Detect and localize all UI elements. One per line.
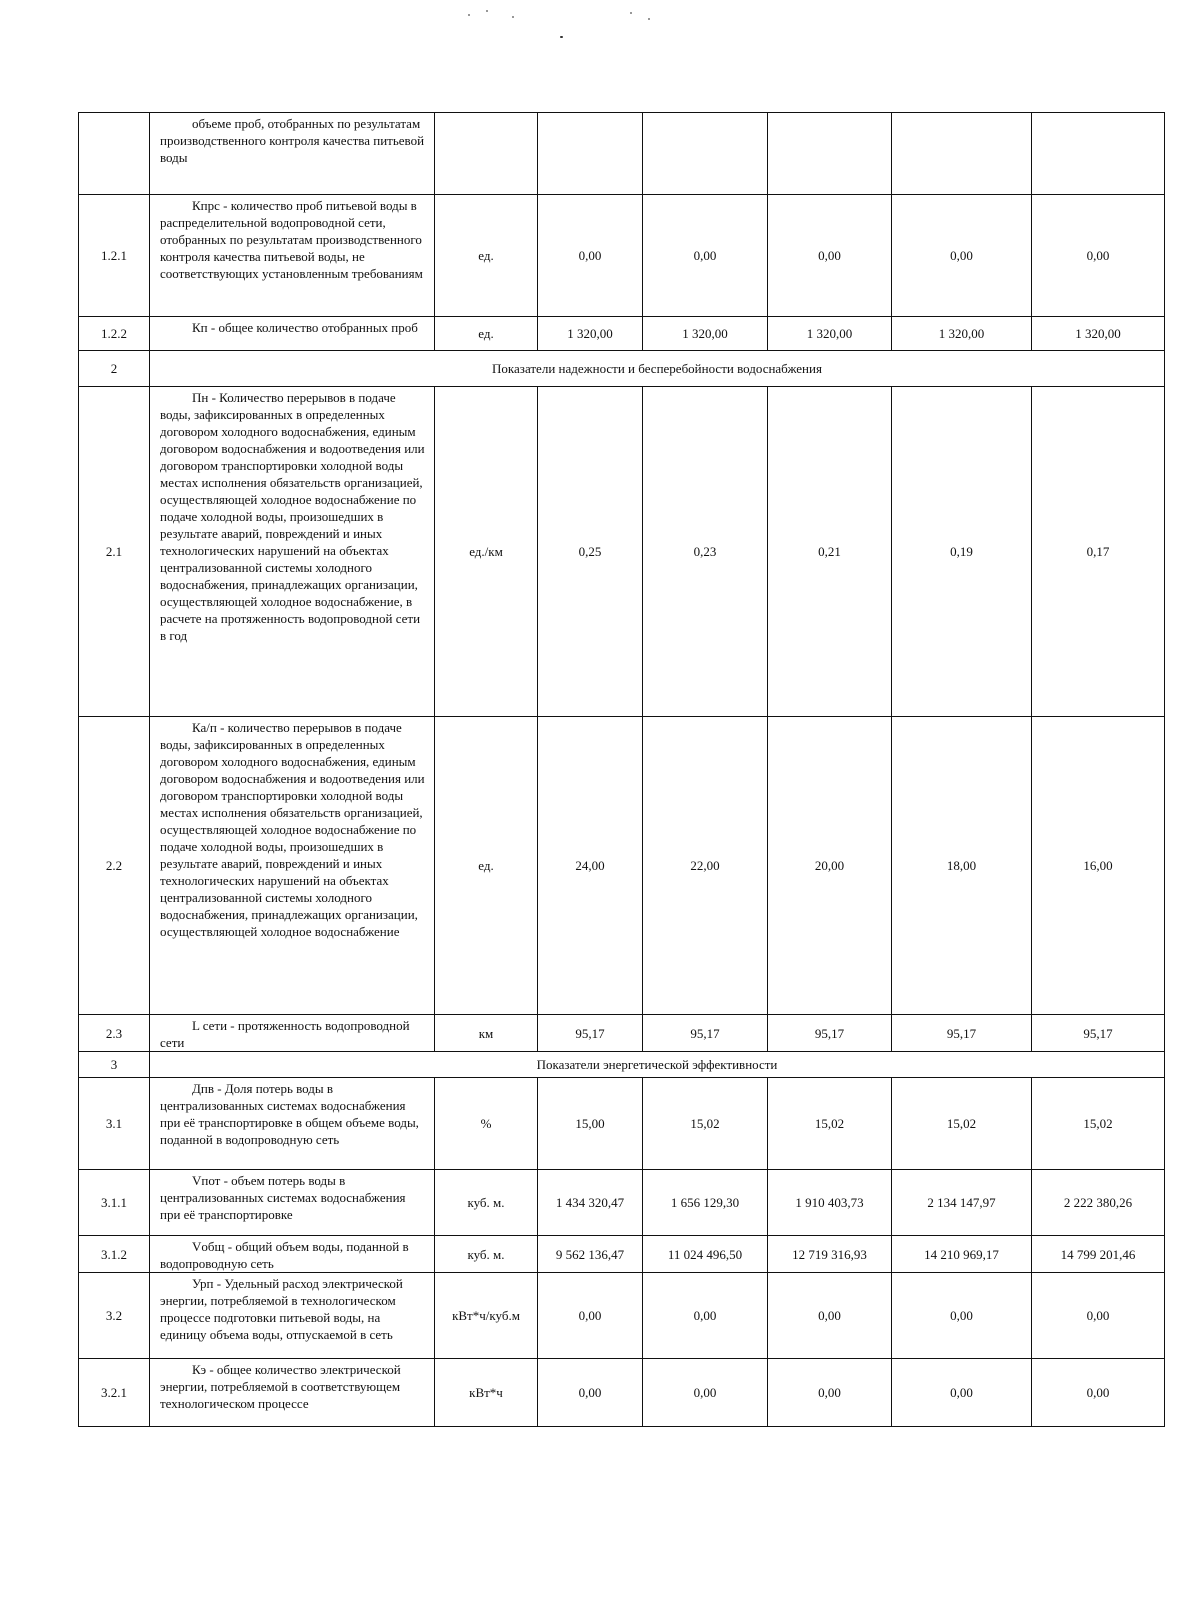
table-row [79,1078,1165,1170]
scan-speck [486,10,488,12]
row-number: 3.2.1 [79,1359,150,1427]
section-row [79,351,1165,387]
scan-speck [630,12,632,14]
row-number: 2.1 [79,387,150,717]
value-cell: 1 656 129,30 [643,1170,768,1236]
scan-speck [512,16,514,18]
row-number: 3.1.2 [79,1236,150,1273]
unit-cell: куб. м. [435,1170,538,1236]
value-cell: 1 320,00 [643,317,768,351]
value-cell: 1 320,00 [1032,317,1165,351]
unit-cell: куб. м. [435,1236,538,1273]
value-cell: 15,00 [538,1078,643,1170]
indicator-description: Vобщ - общий объем воды, поданной в водопроводную сеть [150,1236,435,1273]
value-cell [892,113,1032,195]
indicator-description: Ка/п - количество перерывов в подаче воды, зафиксированных в определенных договором холодного водоснабжения, единым договором водоснабжения и водоотведения или договором транспортировки холодной воды местах исполнения обязательств организацией, осуществляющей холодное водоснабжение по подаче холодной воды, произошедших в результате аварий, повреждений и иных технологических нарушений на объектах централизованной системы холодного водоснабжения, принадлежащих организации, осуществляющей холодное водоснабжение [150,717,435,1015]
value-cell: 0,00 [768,195,892,317]
value-cell: 14 210 969,17 [892,1236,1032,1273]
row-number: 3.2 [79,1273,150,1359]
table-row [79,1236,1165,1273]
section-title: Показатели надежности и бесперебойности водоснабжения [150,351,1165,387]
value-cell [1032,113,1165,195]
indicator-description: Vпот - объем потерь воды в централизованных системах водоснабжения при её транспортировке [150,1170,435,1236]
unit-cell: кВт*ч [435,1359,538,1427]
value-cell: 0,00 [892,1273,1032,1359]
value-cell: 0,25 [538,387,643,717]
unit-cell: ед. [435,195,538,317]
value-cell: 0,23 [643,387,768,717]
value-cell: 9 562 136,47 [538,1236,643,1273]
value-cell: 1 320,00 [538,317,643,351]
value-cell: 0,00 [892,195,1032,317]
indicators-table [78,112,1165,1427]
value-cell: 1 910 403,73 [768,1170,892,1236]
value-cell: 95,17 [538,1015,643,1052]
scan-speck [468,14,470,16]
table-row [79,717,1165,1015]
value-cell: 22,00 [643,717,768,1015]
value-cell: 0,00 [768,1359,892,1427]
value-cell: 0,19 [892,387,1032,717]
section-title: Показатели энергетической эффективности [150,1052,1165,1078]
value-cell: 95,17 [643,1015,768,1052]
value-cell: 15,02 [892,1078,1032,1170]
table-body [79,113,1165,1427]
value-cell: 1 434 320,47 [538,1170,643,1236]
value-cell: 0,00 [1032,195,1165,317]
value-cell: 0,00 [643,195,768,317]
row-number: 3 [79,1052,150,1078]
unit-cell: ед./км [435,387,538,717]
value-cell [538,113,643,195]
scan-speck [648,18,650,20]
value-cell: 1 320,00 [768,317,892,351]
row-number: 2.3 [79,1015,150,1052]
value-cell: 95,17 [768,1015,892,1052]
indicator-description: Дпв - Доля потерь воды в централизованных системах водоснабжения при её транспортировке в общем объеме воды, поданной в водопроводную сеть [150,1078,435,1170]
value-cell: 15,02 [1032,1078,1165,1170]
indicator-description: Урп - Удельный расход электрической энергии, потребляемой в технологическом процессе подготовки питьевой воды, на единицу объема воды, отпускаемой в сеть [150,1273,435,1359]
value-cell: 1 320,00 [892,317,1032,351]
value-cell: 95,17 [1032,1015,1165,1052]
value-cell: 2 222 380,26 [1032,1170,1165,1236]
unit-cell: ед. [435,317,538,351]
row-number: 2 [79,351,150,387]
indicator-description: объеме проб, отобранных по результатам производственного контроля качества питьевой воды [150,113,435,195]
row-number [79,113,150,195]
row-number: 3.1 [79,1078,150,1170]
value-cell: 0,00 [892,1359,1032,1427]
unit-cell: км [435,1015,538,1052]
unit-cell [435,113,538,195]
indicator-description: Кп - общее количество отобранных проб [150,317,435,351]
table-row [79,1359,1165,1427]
value-cell: 0,00 [1032,1359,1165,1427]
indicator-description: L сети - протяженность водопроводной сети [150,1015,435,1052]
value-cell [643,113,768,195]
value-cell: 0,17 [1032,387,1165,717]
table-row [79,1170,1165,1236]
value-cell: 0,00 [538,1359,643,1427]
value-cell: 0,00 [768,1273,892,1359]
table-row [79,195,1165,317]
value-cell: 15,02 [643,1078,768,1170]
row-number: 3.1.1 [79,1170,150,1236]
indicator-description: Пн - Количество перерывов в подаче воды, зафиксированных в определенных договором холодного водоснабжения, единым договором водоснабжения и водоотведения или договором транспортировки холодной воды местах исполнения обязательств организацией, осуществляющей холодное водоснабжение по подаче холодной воды, произошедших в результате аварий, повреждений и иных технологических нарушений на объектах централизованной системы холодного водоснабжения, принадлежащих организации, осуществляющей холодное водоснабжение, в расчете на протяженность водопроводной сети в год [150,387,435,717]
table-row [79,113,1165,195]
row-number: 2.2 [79,717,150,1015]
value-cell: 16,00 [1032,717,1165,1015]
row-number: 1.2.1 [79,195,150,317]
table-row [79,387,1165,717]
unit-cell: кВт*ч/куб.м [435,1273,538,1359]
value-cell: 18,00 [892,717,1032,1015]
value-cell: 0,21 [768,387,892,717]
indicator-description: Кпрс - количество проб питьевой воды в распределительной водопроводной сети, отобранных по результатам производственного контроля качества питьевой воды, не соответствующих установленным требованиям [150,195,435,317]
scan-speck [560,36,563,38]
value-cell: 11 024 496,50 [643,1236,768,1273]
value-cell: 95,17 [892,1015,1032,1052]
value-cell: 14 799 201,46 [1032,1236,1165,1273]
value-cell [768,113,892,195]
value-cell: 0,00 [1032,1273,1165,1359]
section-row [79,1052,1165,1078]
value-cell: 0,00 [643,1359,768,1427]
row-number: 1.2.2 [79,317,150,351]
value-cell: 20,00 [768,717,892,1015]
value-cell: 12 719 316,93 [768,1236,892,1273]
value-cell: 0,00 [538,195,643,317]
table-row [79,1015,1165,1052]
table-row [79,1273,1165,1359]
value-cell: 24,00 [538,717,643,1015]
value-cell: 0,00 [643,1273,768,1359]
unit-cell: % [435,1078,538,1170]
value-cell: 15,02 [768,1078,892,1170]
value-cell: 0,00 [538,1273,643,1359]
indicator-description: Кэ - общее количество электрической энергии, потребляемой в соответствующем технологическом процессе [150,1359,435,1427]
table-row [79,317,1165,351]
unit-cell: ед. [435,717,538,1015]
value-cell: 2 134 147,97 [892,1170,1032,1236]
